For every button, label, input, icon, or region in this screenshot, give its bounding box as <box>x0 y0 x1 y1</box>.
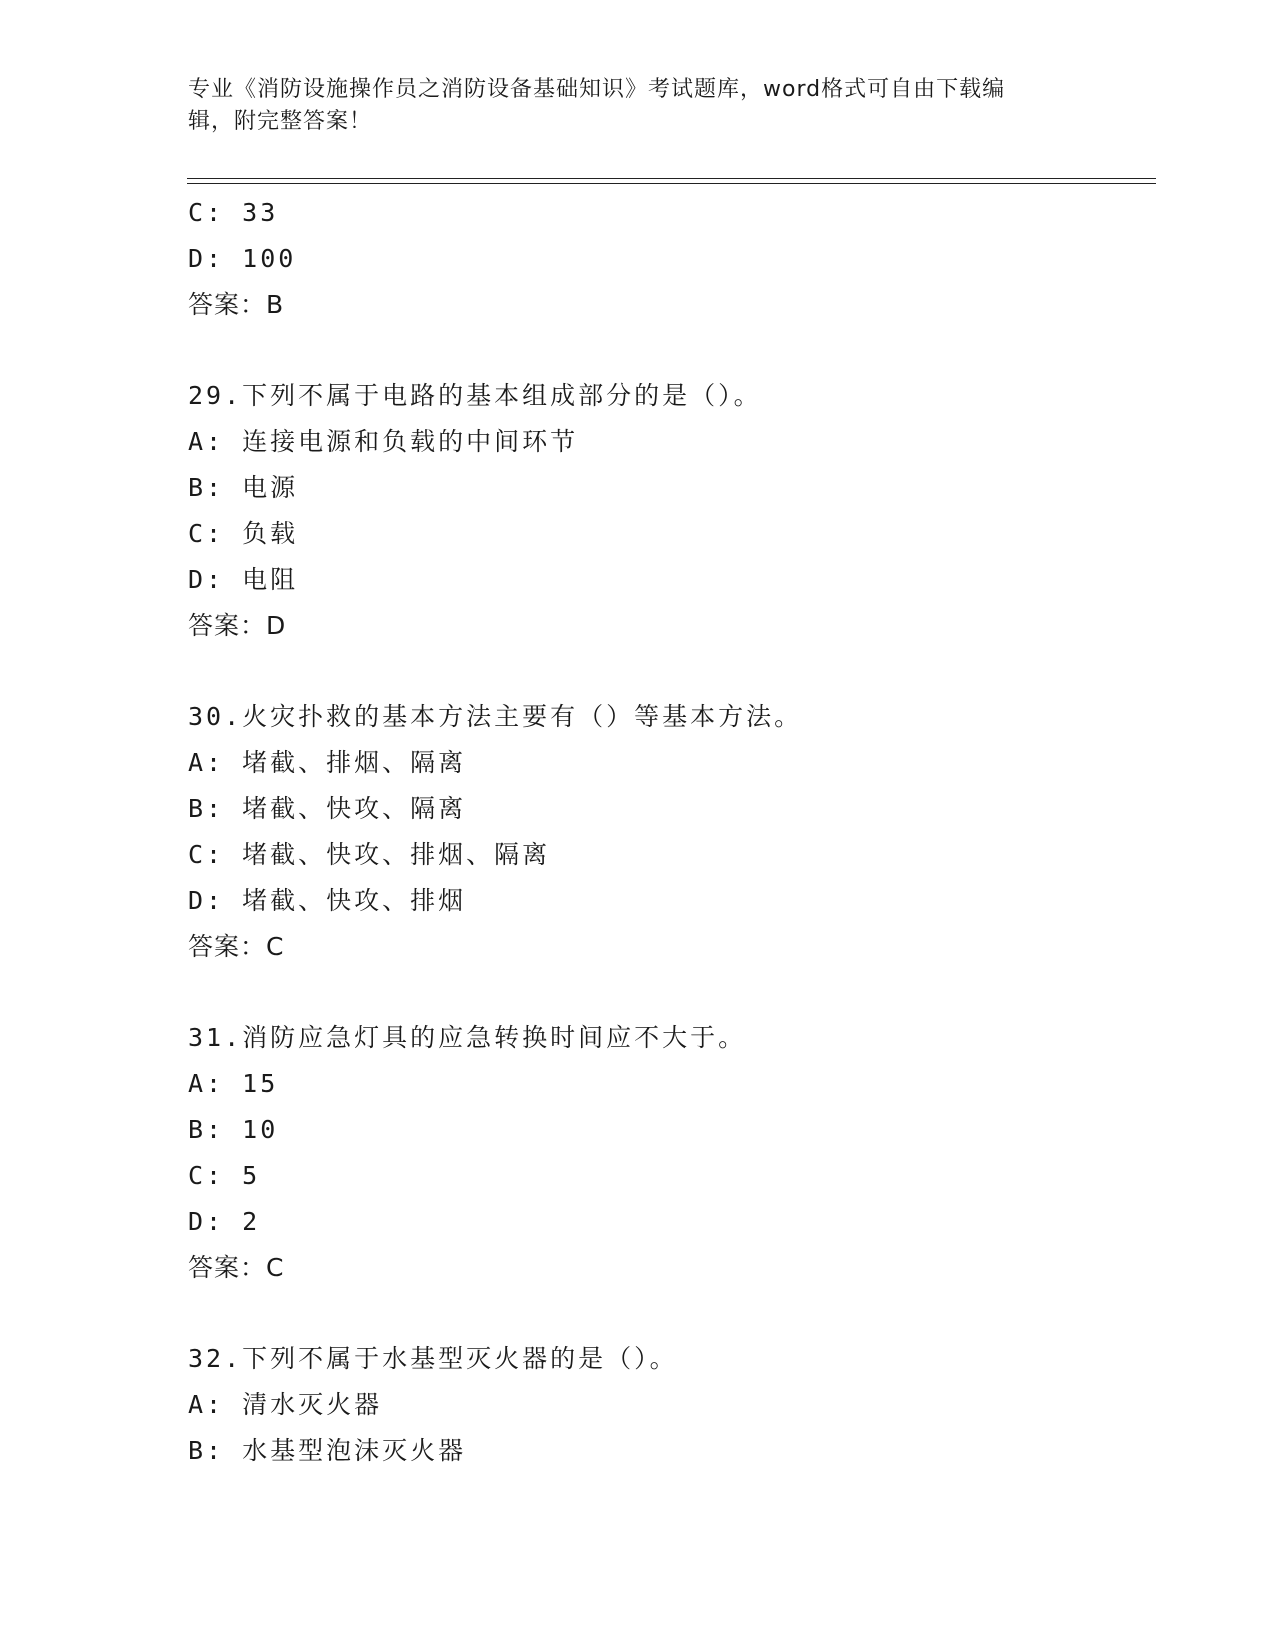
option-d: D: 电阻 <box>188 565 299 594</box>
option-b: B: 电源 <box>188 473 299 502</box>
option-a: A: 15 <box>188 1069 279 1098</box>
document-header <box>188 74 1088 138</box>
option-a: A: 堵截、排烟、隔离 <box>188 748 467 777</box>
header-divider-top <box>187 178 1156 179</box>
header-title-line-2: 辑，附完整答案！ <box>188 109 373 134</box>
option-c: C: 33 <box>188 198 279 227</box>
question-29 <box>188 373 1148 649</box>
question-30 <box>188 694 1148 970</box>
option-c: C: 负载 <box>188 519 299 548</box>
question-31 <box>188 1015 1148 1291</box>
option-a: A: 清水灭火器 <box>188 1390 383 1419</box>
header-divider-bottom <box>187 183 1156 184</box>
option-d: D: 2 <box>188 1207 261 1236</box>
header-title-line-1: 专业《消防设施操作员之消防设备基础知识》考试题库，word格式可自由下载编 <box>188 77 1006 102</box>
answer-line: 答案：B <box>188 290 285 319</box>
option-d: D: 100 <box>188 244 297 273</box>
option-d: D: 堵截、快攻、排烟 <box>188 886 467 915</box>
question-list <box>188 190 1148 1474</box>
option-b: B: 堵截、快攻、隔离 <box>188 794 467 823</box>
question-stem: 32.下列不属于水基型灭火器的是（）。 <box>188 1344 678 1373</box>
option-c: C: 堵截、快攻、排烟、隔离 <box>188 840 551 869</box>
option-a: A: 连接电源和负载的中间环节 <box>188 427 579 456</box>
question-28-continued <box>188 190 1148 328</box>
question-stem: 30.火灾扑救的基本方法主要有（）等基本方法。 <box>188 702 803 731</box>
option-c: C: 5 <box>188 1161 261 1190</box>
option-b: B: 水基型泡沫灭火器 <box>188 1436 467 1465</box>
answer-line: 答案：C <box>188 1253 285 1282</box>
option-b: B: 10 <box>188 1115 279 1144</box>
answer-line: 答案：D <box>188 611 287 640</box>
answer-line: 答案：C <box>188 932 285 961</box>
question-stem: 29.下列不属于电路的基本组成部分的是（）。 <box>188 381 762 410</box>
question-32 <box>188 1336 1148 1474</box>
question-stem: 31.消防应急灯具的应急转换时间应不大于。 <box>188 1023 747 1052</box>
